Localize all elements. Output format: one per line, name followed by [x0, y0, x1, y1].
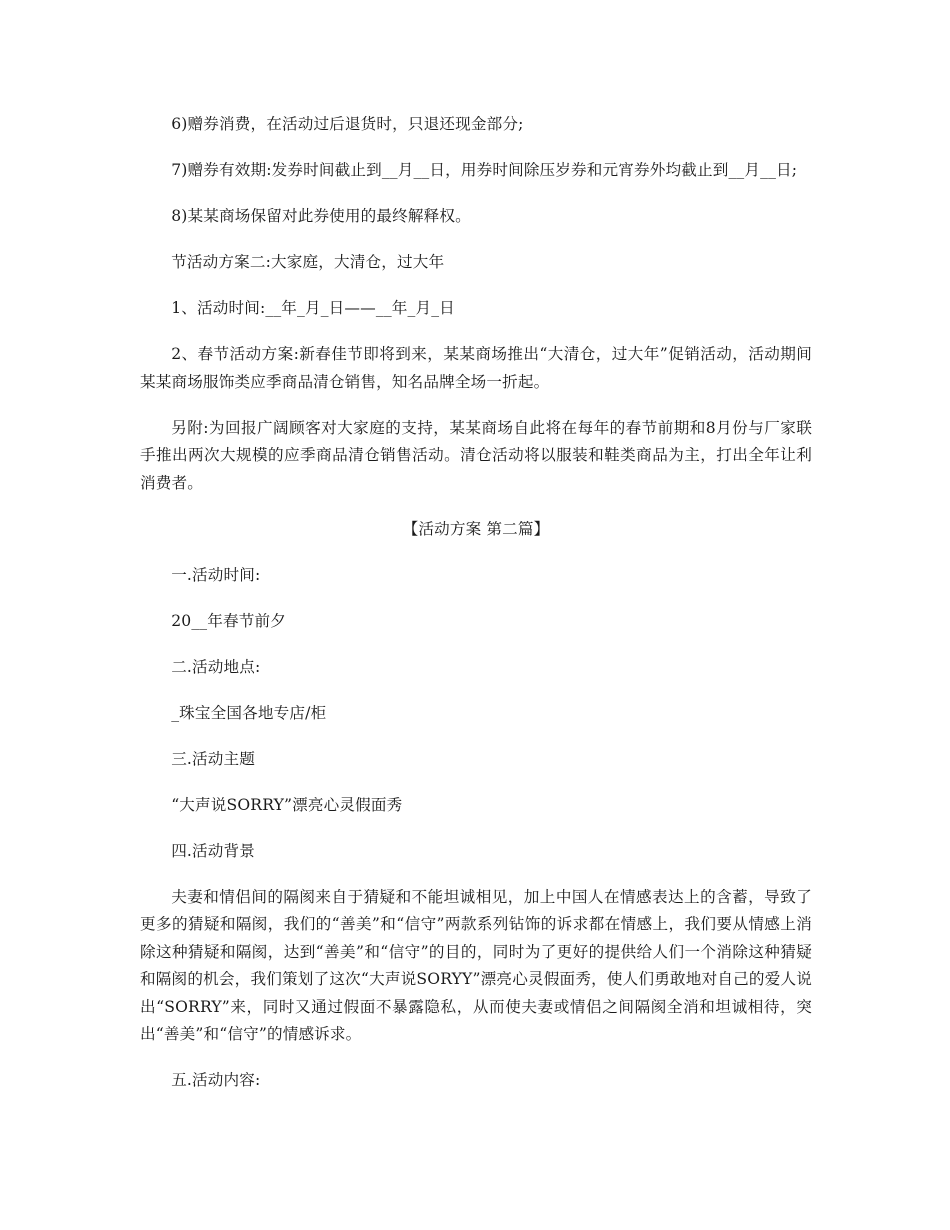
document-body [140, 111, 812, 1095]
paragraph-content-label: 五.活动内容: [171, 1071, 261, 1089]
paragraph-appendix: 另附:为回报广阔顾客对大家庭的支持，某某商场自此将在每年的春节前期和8月份与厂家联手推出两次大规模的应季商品清仓销售活动。清仓活动将以服装和鞋类商品为主，打出全年让利消费者。 [140, 418, 812, 492]
paragraph-activity-time: 1、活动时间:__年_月_日——__年_月_日 [171, 299, 455, 317]
paragraph-spring-festival-plan: 2、春节活动方案:新春佳节即将到来，某某商场推出“大清仓，过大年”促销活动，活动期间某某商场服饰类应季商品清仓销售，知名品牌全场一折起。 [140, 345, 812, 391]
paragraph-time-value: 20__年春节前夕 [171, 611, 286, 630]
paragraph-plan-two-title: 节活动方案二:大家庭，大清仓，过大年 [171, 253, 445, 271]
paragraph-voucher-validity: 7)赠券有效期:发券时间截止到__月__日，用券时间除压岁券和元宵券外均截止到__月__日; [171, 161, 798, 179]
paragraph-location-value: _珠宝全国各地专店/柜 [171, 703, 327, 722]
paragraph-time-label: 一.活动时间: [171, 565, 261, 584]
paragraph-theme-label: 三.活动主题 [171, 749, 256, 768]
section-heading: 【活动方案 第二篇】 [402, 519, 550, 538]
paragraph-final-interpretation: 8)某某商场保留对此券使用的最终解释权。 [171, 207, 471, 225]
paragraph-background-label: 四.活动背景 [171, 841, 256, 860]
paragraph-background-body: 夫妻和情侣间的隔阂来自于猜疑和不能坦诚相见，加上中国人在情感表达上的含蓄，导致了更多的猜疑和隔阂，我们的“善美”和“信守”两款系列钻饰的诉求都在情感上，我们要从情感上消除这种猜疑和隔阂，达到“善美”和“信守”的目的，同时为了更好的提供给人们一个消除这种猜疑和隔阂的机会，我们策划了这次“大声说SORYY”漂亮心灵假面秀，使人们勇敢地对自己的爱人说出“SORRY”来，同时又通过假面不暴露隐私，从而使夫妻或情侣之间隔阂全消和坦诚相待，突出“善美”和“信守”的情感诉求。 [140, 887, 812, 1043]
paragraph-theme-value: “大声说SORRY”漂亮心灵假面秀 [171, 795, 403, 814]
paragraph-voucher-refund: 6)赠券消费，在活动过后退货时，只退还现金部分; [171, 115, 524, 133]
paragraph-location-label: 二.活动地点: [171, 657, 261, 676]
